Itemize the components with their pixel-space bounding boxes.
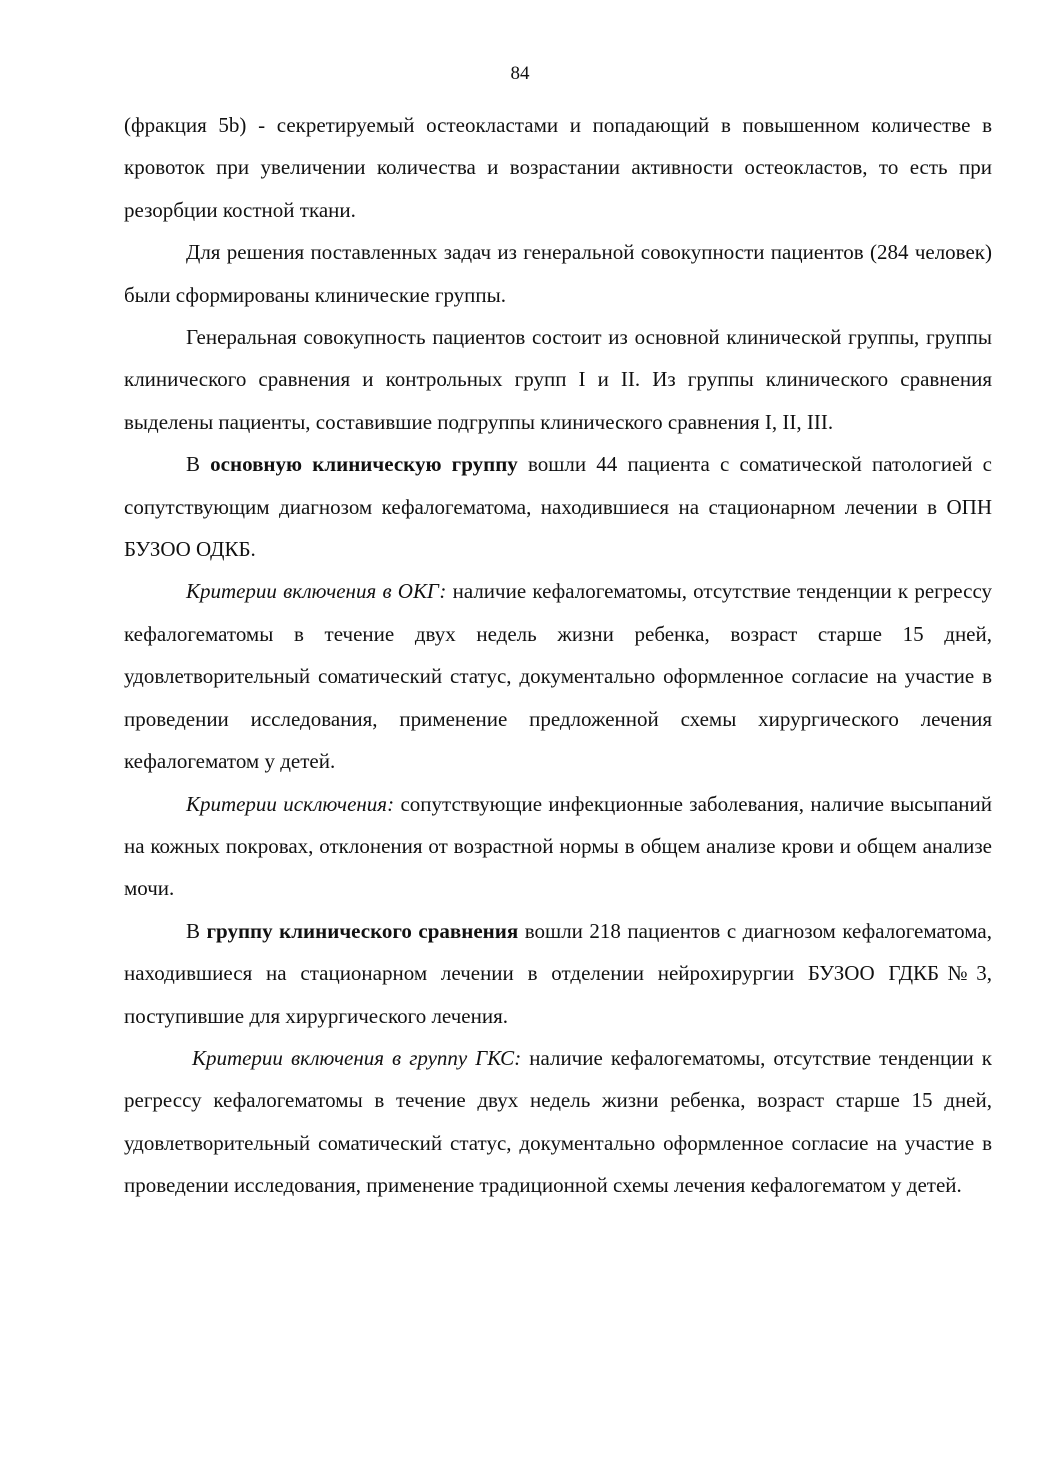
paragraph-text: вошли 44 пациента с соматической патологией с сопутствующим диагнозом кефалогематома, находившиеся на стационарном лечении в ОПН БУЗОО ОДКБ. (124, 452, 992, 562)
paragraph-fraction-5b: (фракция 5b) - секретируемый остеокластами и попадающий в повышенном количестве в кровоток при увеличении количества и возрастании активности остеокластов, то есть при резорбции костной ткани. (124, 113, 992, 222)
paragraph-main-clinical-group (124, 443, 992, 570)
comparison-group-term: группу клинического сравнения (206, 918, 519, 943)
paragraph-text: вошли 218 пациентов с диагнозом кефалогематома, находившиеся на стационарном лечении в отделении нейрохирургии БУЗОО ГДКБ№3, поступившие для хирургического лечения. (124, 918, 992, 1028)
paragraph-comparison-group (124, 910, 992, 1037)
main-clinical-group-term: основную клиническую группу (210, 452, 518, 477)
paragraph-clinical-groups-intro: Для решения поставленных задач из генеральной совокупности пациентов (284 человек) были сформированы клинические группы. (124, 240, 992, 307)
inclusion-criteria-gks-term: Критерии включения в группу ГКС: (192, 1045, 522, 1070)
exclusion-criteria-term: Критерии исключения: (186, 791, 395, 816)
inclusion-criteria-okg-term: Критерии включения в ОКГ: (186, 579, 447, 604)
paragraph-exclusion-criteria (124, 783, 992, 910)
paragraph-text: сопутствующие инфекционные заболевания, наличие высыпаний на кожных покровах, отклонения от возрастной нормы в общем анализе крови и общем анализе мочи. (124, 791, 993, 901)
paragraph-text: наличие кефалогематомы, отсутствие тенденции к регрессу кефалогематомы в течение двух недель жизни ребенка, возраст старше 15 дней, удовлетворительный соматический статус, документально оформленное согласие на участие в проведении исследования, применение традиционной схемы лечения кефалогематом у детей. (124, 1045, 992, 1198)
paragraph-lead: В (186, 452, 211, 477)
paragraph-inclusion-criteria-okg (124, 570, 992, 782)
paragraph-inclusion-criteria-gks (124, 1037, 992, 1207)
paragraph-general-population: Генеральная совокупность пациентов состоит из основной клинической группы, группы клинического сравнения и контрольных групп I и II. Из группы клинического сравнения выделены пациенты, составившие подгруппы клинического сравнения I, II, III. (124, 325, 992, 434)
paragraph-lead: В (186, 918, 207, 943)
document-body (124, 104, 992, 1207)
page-number: 84 (510, 63, 530, 84)
paragraph-text: наличие кефалогематомы, отсутствие тенденции к регрессу кефалогематомы в течение двух недель жизни ребенка, возраст старше 15 дней, удовлетворительный соматический статус, документально оформленное согласие на участие в проведении исследования, применение предложенной схемы хирургического лечения кефалогематом у детей. (124, 579, 992, 774)
